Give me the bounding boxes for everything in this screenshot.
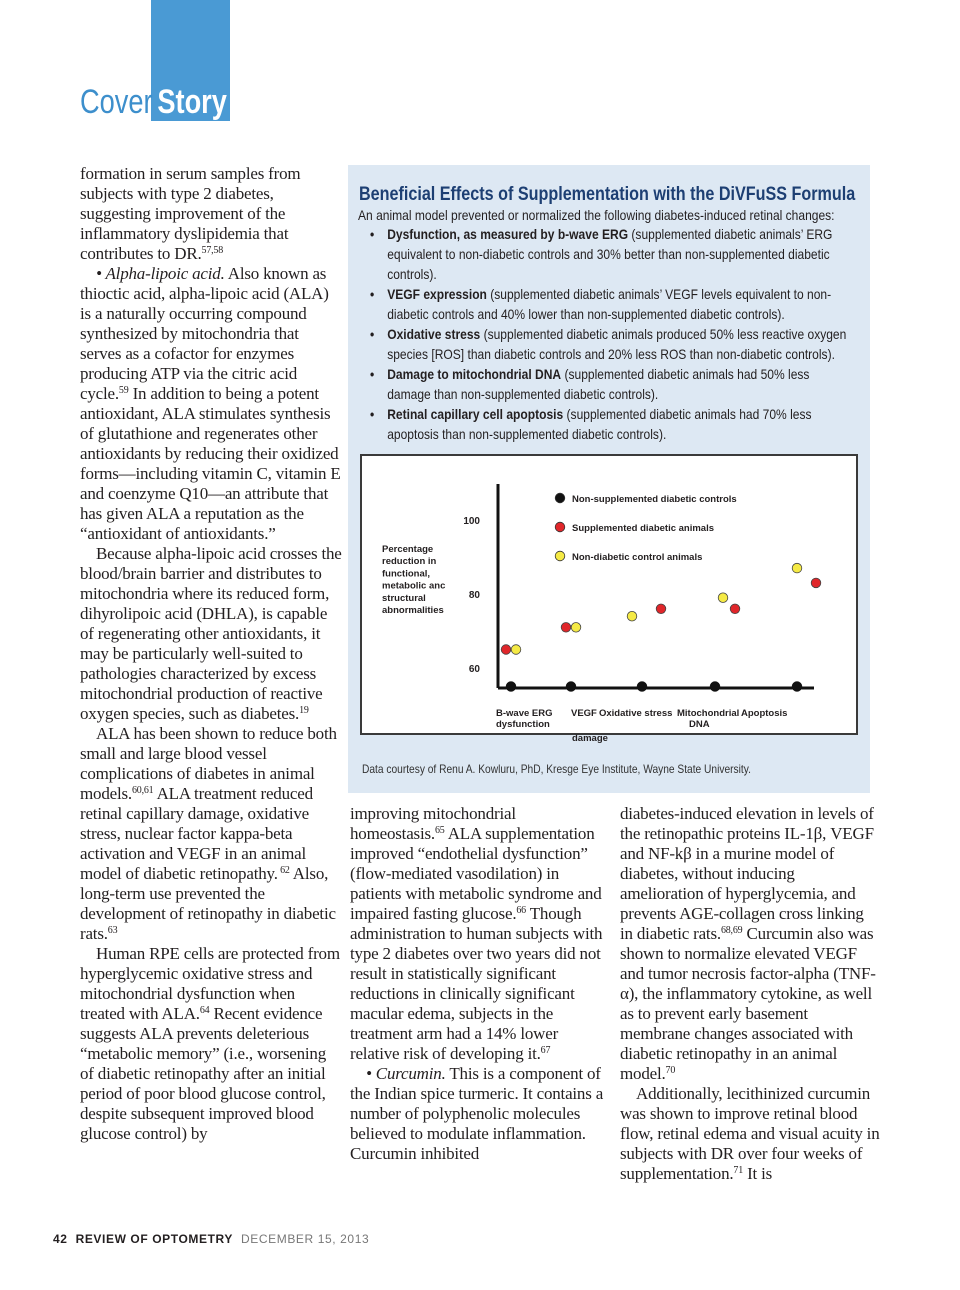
data-point [511, 645, 521, 655]
paragraph: diabetes-induced elevation in levels of the retinopathic proteins IL-1β, VEGF and NF-kβ in a murine model of diabetes, without inducing amelioration of hyperglycemia, and prevents AGE-collagen cross linking in diabetic rats.$^{68,69}$ Curcumin also was shown to normalize elevated VEGF and tumor necrosis factor-alpha (TNF-α), the inflammatory cytokine, as well as to prevent early basement membrane changes associated with diabetic retinopathy in an animal model.$^{70}$ [620, 804, 876, 1083]
y-tick-label: 100 [463, 516, 480, 527]
data-point [792, 682, 802, 692]
chart [360, 454, 858, 744]
data-point [718, 593, 728, 603]
magazine-name: REVIEW OF OPTOMETRY [75, 1232, 233, 1246]
column-3 [620, 804, 880, 1184]
y-axis-title-line: reduction in [382, 556, 437, 568]
issue-date: DECEMBER 15, 2013 [240, 1232, 370, 1246]
sidebar-list-item: • Damage to mitochondrial DNA (supplemented diabetic animals had 50% less damage than non-supplemented diabetic controls). [370, 366, 810, 402]
legend-marker [555, 493, 565, 503]
data-point [792, 563, 802, 573]
paragraph: • Curcumin. This is a component of the Indian spice turmeric. It contains a number of polyphenolic molecules believed to modulate inflammation. Curcumin inhibited [350, 1064, 604, 1163]
data-point [811, 578, 821, 588]
column-2 [350, 804, 610, 1164]
section-title [80, 82, 227, 122]
sidebar-intro: An animal model prevented or normalized the following diabetes-induced retinal changes: [358, 207, 835, 223]
data-point [656, 604, 666, 614]
y-axis-title-line: metabolic anc [382, 580, 446, 592]
column-1 [80, 164, 342, 1144]
data-point [506, 682, 516, 692]
data-point [566, 682, 576, 692]
x-label-mito-1: Mitochondrial [677, 708, 740, 719]
data-point [710, 682, 720, 692]
legend-label: Non-supplemented diabetic controls [572, 494, 737, 505]
data-point [561, 623, 571, 633]
y-tick-label: 80 [468, 590, 480, 601]
x-label-oxidative-2: damage [572, 733, 608, 744]
legend-marker [555, 551, 565, 561]
chart-credit: Data courtesy of Renu A. Kowluru, PhD, Kresge Eye Institute, Wayne State University. [362, 762, 751, 776]
y-tick-label: 60 [468, 664, 480, 675]
data-point [730, 604, 740, 614]
subhead-curcumin: • Curcumin. [366, 1064, 446, 1083]
legend-label: Non-diabetic control animals [572, 552, 703, 563]
paragraph: • Alpha-lipoic acid. Also known as thioctic acid, alpha-lipoic acid (ALA) is a naturally occurring compound synthesized by mitochondria that serves as a cofactor for enzymes producing ATP via the citric acid cycle.$^{59}$ In addition to being a potent antioxidant, ALA stimulates synthesis of glutathione and regenerates other antioxidants by reducing their oxidized forms—including vitamin C, vitamin E and coenzyme Q10—an attribute that has given ALA a reputation as the “antioxidant of antioxidants.” [80, 264, 341, 543]
data-points [501, 563, 821, 691]
x-label-erg-1: B-wave ERG [496, 708, 553, 719]
sidebar-list-item: • Retinal capillary cell apoptosis (supplemented diabetic animals had 70% less apoptosis than non-supplemented diabetic controls). [370, 406, 812, 442]
page-number: 42 [53, 1232, 68, 1246]
section-title-cover: Cover [80, 83, 153, 121]
data-point [501, 645, 511, 655]
legend [555, 493, 736, 563]
sidebar-list-item: • VEGF expression (supplemented diabetic animals’ VEGF levels equivalent to non-diabetic controls and 40% lower than non-supplemented diabetic controls). [370, 286, 832, 322]
paragraph: ALA has been shown to reduce both small and large blood vessel complications of diabetes in animal models.$^{60,61}$ ALA treatment reduced retinal capillary damage, oxidative stress, nuclear factor kappa-beta activation and VEGF in an animal model of diabetic retinopathy. $^{62}$ Also, long-term use prevented the development of retinopathy in diabetic rats.$^{63}$ [80, 724, 337, 943]
section-title-story: Story [157, 83, 227, 121]
sidebar-box [348, 165, 870, 793]
paragraph: formation in serum samples from subjects with type 2 diabetes, suggesting improvement of the inflammatory dyslipidemia that contributes to DR.$^{57,58}$ [80, 164, 301, 263]
page-footer [53, 1231, 369, 1247]
x-tick-labels [496, 708, 787, 744]
legend-label: Supplemented diabetic animals [572, 523, 715, 534]
paragraph: Because alpha-lipoic acid crosses the blood/brain barrier and distributes to mitochondria where its reduced form, dihyrolipoic acid (DHLA), is capable of regenerating other antioxidants, it may be particularly well-suited to pathologies characterized by excess mitochondrial production of reactive oxygen species, such as diabetes.$^{19}$ [80, 544, 342, 723]
sidebar-list-item: • Dysfunction, as measured by b-wave ERG (supplemented diabetic animals’ ERG equivalent to non-diabetic controls and 30% better than non-supplemented diabetic controls). [370, 226, 833, 282]
sidebar-title: Beneficial Effects of Supplementation with the DiVFuSS Formula [359, 184, 856, 205]
y-tick-labels [463, 516, 480, 675]
x-label-erg-2: dysfunction [496, 719, 550, 730]
y-axis-title-line: structural [382, 592, 426, 604]
y-axis-title-line: functional, [382, 568, 431, 580]
sidebar-list-item: • Oxidative stress (supplemented diabetic animals produced 50% less reactive oxygen species [ROS] than diabetic controls and 20% less ROS than non-diabetic controls). [370, 326, 847, 362]
y-axis-title-line: abnormalities [382, 605, 444, 616]
data-point [637, 682, 647, 692]
chart-svg [362, 456, 856, 744]
subhead-alpha-lipoic: • Alpha-lipoic acid. [96, 264, 225, 283]
y-axis-title-line: Percentage [382, 544, 434, 555]
legend-marker [555, 522, 565, 532]
sidebar-list [370, 224, 856, 444]
paragraph: Human RPE cells are protected from hyperglycemic oxidative stress and mitochondrial dysfunction when treated with ALA.$^{64}$ Recent evidence suggests ALA prevents deleterious “metabolic memory” (i.e., worsening of diabetic retinopathy after an initial period of poor blood glucose control, despite subsequent improved blood glucose control) by [80, 944, 340, 1143]
x-label-oxidative-1: Oxidative stress [599, 708, 673, 719]
data-point [571, 623, 581, 633]
x-label-vegf: VEGF [571, 708, 597, 719]
x-label-apoptosis: Apoptosis [741, 708, 788, 719]
x-label-mito-2: DNA [689, 719, 710, 730]
y-axis-title [382, 544, 445, 616]
paragraph: improving mitochondrial homeostasis.$^{65}$ ALA supplementation improved “endothelial dysfunction” (flow-mediated vasodilation) in patients with metabolic syndrome and impaired fasting glucose.$^{66}$ Though administration to human subjects with type 2 diabetes over two years did not result in statistically significant reductions in clinically significant macular edema, subjects in the treatment arm had a 14% lower relative risk of developing it.$^{67}$ [350, 804, 603, 1063]
data-point [627, 611, 637, 621]
paragraph: Additionally, lecithinized curcumin was shown to improve retinal blood flow, retinal edema and visual acuity in subjects with DR over four weeks of supplementation.$^{71}$ It is [620, 1084, 880, 1183]
